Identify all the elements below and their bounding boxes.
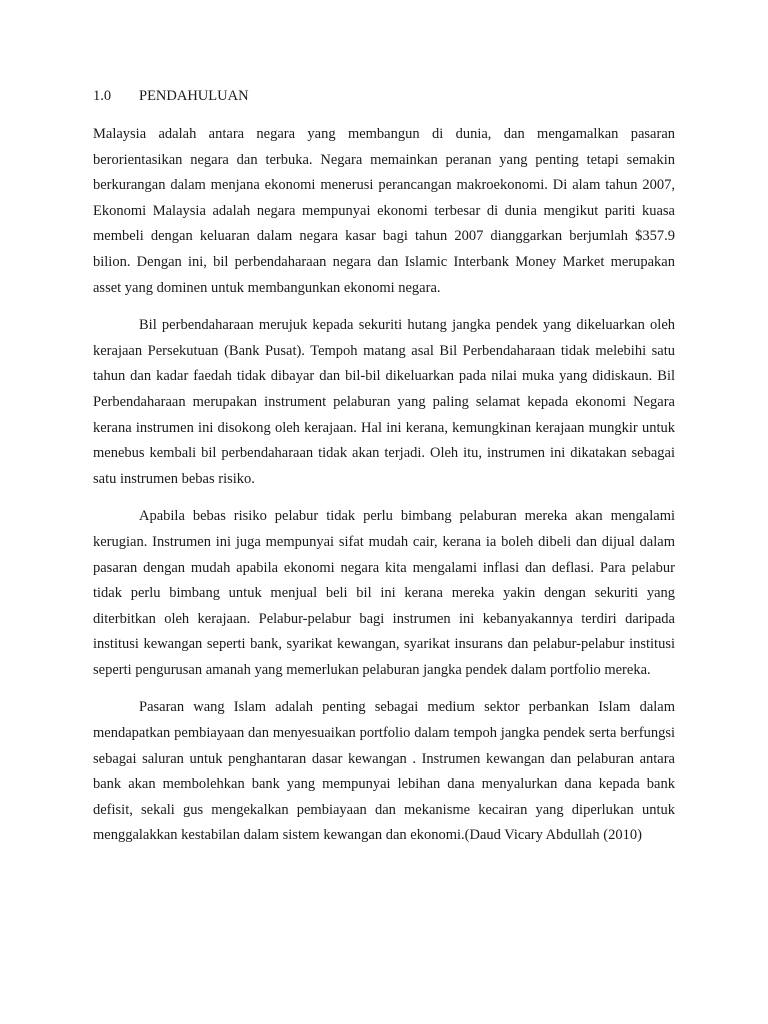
section-heading	[93, 86, 249, 106]
paragraph-treasury-bills: Bil perbendaharaan merujuk kepada sekuriti hutang jangka pendek yang dikeluarkan oleh kerajaan Persekutuan (Bank Pusat). Tempoh matang asal Bil Perbendaharaan tidak melebihi satu tahun dan kadar faedah tidak dibayar dan bil-bil dikeluarkan pada nilai muka yang didiskaun. Bil Perbendaharaan merupakan instrument pelaburan yang paling selamat kepada ekonomi Negara kerana instrumen ini disokong oleh kerajaan. Hal ini kerana, kemungkinan kerajaan mungkir untuk menebus kembali bil perbendaharaan tidak akan terjadi. Oleh itu, instrumen ini dikatakan sebagai satu instrumen bebas risiko.	[93, 317, 675, 487]
paragraph-islamic-money-market: Pasaran wang Islam adalah penting sebagai medium sektor perbankan Islam dalam mendapatkan pembiayaan dan menyesuaikan portfolio dalam tempoh jangka pendek serta berfungsi sebagai saluran untuk penghantaran dasar kewangan . Instrumen kewangan dan pelaburan antara bank akan membolehkan bank yang mempunyai lebihan dana menyalurkan dana kepada bank defisit, sekali gus mengekalkan pembiayaan dan mekanisme kecairan yang diperlukan untuk menggalakkan kestabilan dalam sistem kewangan dan ekonomi.(Daud Vicary Abdullah (2010)	[93, 699, 675, 844]
paragraph-risk-free: Apabila bebas risiko pelabur tidak perlu bimbang pelaburan mereka akan mengalami kerugian. Instrumen ini juga mempunyai sifat mudah cair, kerana ia boleh dibeli dan dijual dalam pasaran dengan mudah apabila ekonomi negara kita mengalami inflasi dan deflasi. Para pelabur tidak perlu bimbang untuk menjual beli bil ini kerana mereka yakin dengan sekuriti yang diterbitkan oleh kerajaan. Pelabur-pelabur bagi instrumen ini kebanyakannya terdiri daripada institusi kewangan seperti bank, syarikat kewangan, syarikat insurans dan pelabur-pelabur institusi seperti pengurusan amanah yang memerlukan pelaburan jangka pendek dalam portfolio mereka.	[93, 508, 675, 678]
section-number: 1.0	[93, 88, 112, 104]
section-title: PENDAHULUAN	[139, 88, 249, 104]
section-body	[93, 122, 675, 861]
paragraph-intro: Malaysia adalah antara negara yang membangun di dunia, dan mengamalkan pasaran berorientasikan negara dan terbuka. Negara memainkan peranan yang penting tetapi semakin berkurangan dalam menjana ekonomi menerusi perancangan makroekonomi. Di alam tahun 2007, Ekonomi Malaysia adalah negara mempunyai ekonomi terbesar di dunia mengikut pariti kuasa membeli dengan keluaran dalam negara kasar bagi tahun 2007 dianggarkan berjumlah $357.9 bilion. Dengan ini, bil perbendaharaan negara dan Islamic Interbank Money Market merupakan asset yang dominen untuk membangunkan ekonomi negara.	[93, 126, 675, 296]
